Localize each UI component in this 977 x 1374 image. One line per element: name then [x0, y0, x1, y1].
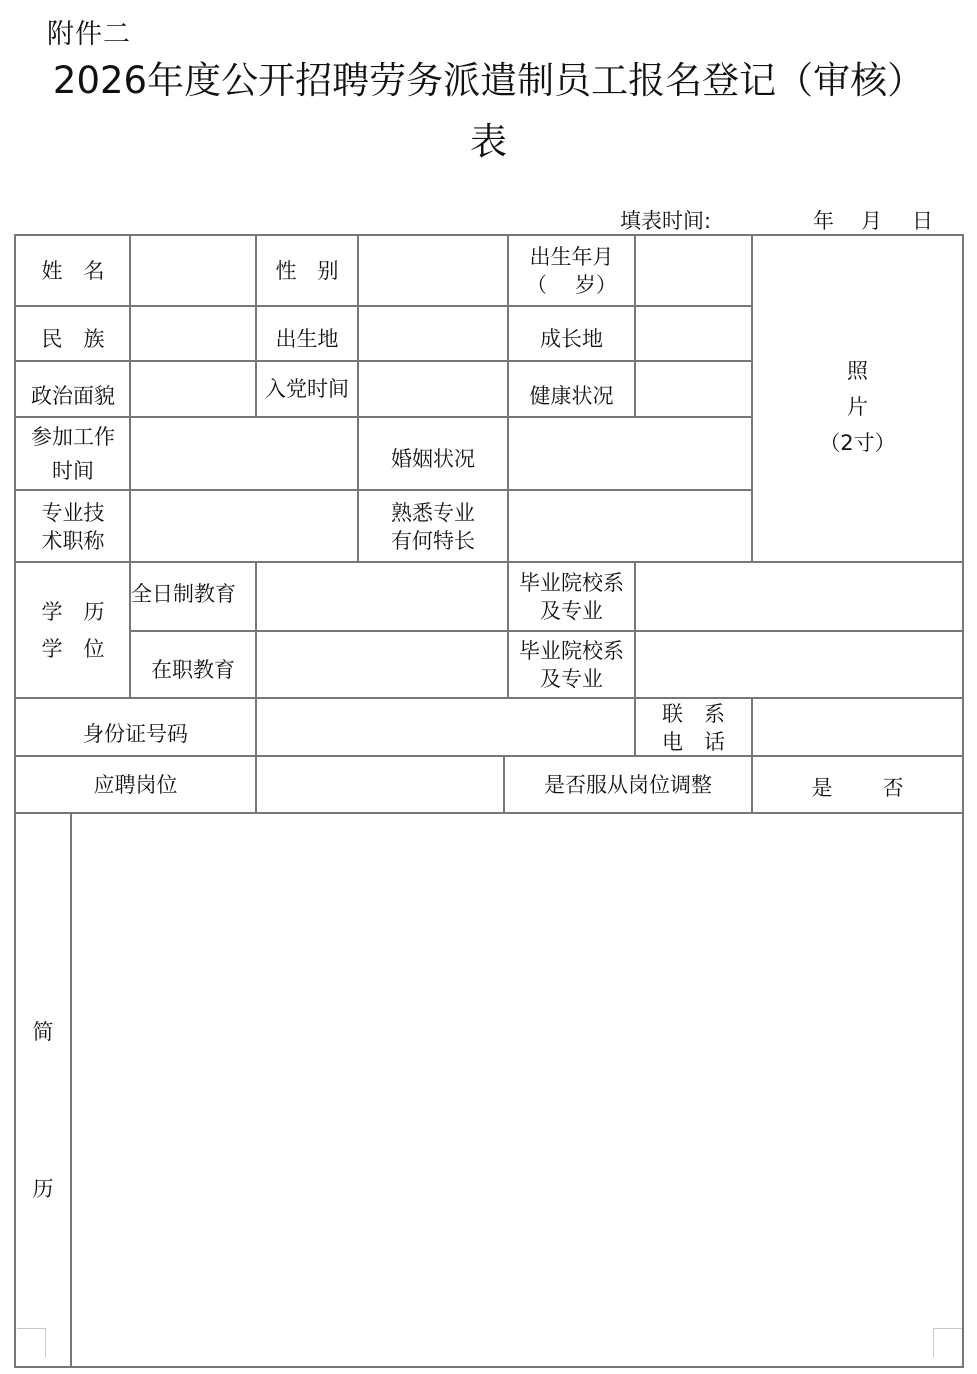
position-label: 应聘岗位	[93, 773, 178, 797]
work-start-field[interactable]	[131, 418, 357, 489]
birth-date-label	[509, 236, 634, 306]
fulltime-school-major-line2: 及专业	[540, 599, 603, 623]
fill-date-year: 年	[813, 209, 834, 233]
gender-field[interactable]	[359, 236, 507, 305]
table-border-right	[962, 234, 964, 1368]
annex-label: 附件二	[47, 19, 131, 50]
political-status-label: 政治面貌	[31, 383, 115, 408]
specialty-label-line1: 熟悉专业	[391, 500, 475, 525]
health-status-label: 健康状况	[529, 383, 614, 408]
table-border-bottom	[15, 1366, 964, 1368]
work-start-label-line1: 参加工作	[31, 425, 115, 449]
page-corner-mark-right	[933, 1328, 962, 1357]
professional-title-label-line2: 术职称	[41, 528, 105, 553]
education-degree-label	[16, 563, 130, 698]
page-title: 2026年度公开招聘劳务派遣制员工报名登记（审核）	[52, 59, 925, 102]
page-title-continued: 表	[470, 120, 507, 163]
photo-label-line2: 片	[847, 395, 868, 419]
photo-label-line1: 照	[847, 359, 868, 383]
fulltime-school-major-field[interactable]	[636, 563, 962, 630]
political-status-field[interactable]	[131, 362, 255, 416]
fulltime-education-label: 全日制教育	[131, 582, 236, 606]
fill-date-label: 填表时间:	[620, 209, 712, 233]
accept-adjustment-options	[753, 757, 962, 813]
accept-adjustment-label: 是否服从岗位调整	[544, 773, 712, 797]
party-join-date-field[interactable]	[359, 362, 507, 416]
ethnicity-field[interactable]	[131, 307, 255, 360]
hometown-field[interactable]	[636, 307, 751, 360]
gender-label: 性 别	[275, 259, 339, 283]
resume-label-char1: 简	[32, 1020, 54, 1044]
birthplace-label: 出生地	[275, 327, 339, 351]
professional-title-label-line1: 专业技	[41, 500, 105, 525]
fill-date-month: 月	[861, 209, 882, 233]
work-start-label-line2: 时间	[52, 459, 94, 483]
ethnicity-label: 民 族	[41, 327, 105, 351]
photo-box[interactable]	[753, 236, 962, 562]
birthplace-field[interactable]	[359, 307, 507, 360]
education-label-line2: 学 位	[41, 636, 105, 661]
work-start-label	[16, 418, 130, 490]
marital-status-label: 婚姻状况	[391, 447, 475, 471]
birth-date-label-line2: （ 岁）	[526, 273, 617, 297]
specialty-label-line2: 有何特长	[391, 528, 475, 553]
parttime-school-major-line2: 及专业	[540, 667, 603, 691]
fulltime-school-major-label	[509, 563, 634, 631]
birth-date-label-line1: 出生年月	[529, 245, 614, 269]
fill-date-day: 日	[912, 209, 933, 233]
phone-label-line1: 联 系	[662, 701, 725, 726]
parttime-school-major-label	[509, 632, 634, 698]
name-field[interactable]	[131, 236, 255, 305]
parttime-school-major-field[interactable]	[636, 632, 962, 697]
resume-field[interactable]	[72, 814, 962, 1366]
phone-field[interactable]	[753, 699, 962, 755]
page-corner-mark-left	[17, 1328, 46, 1357]
position-field[interactable]	[257, 757, 503, 812]
id-number-field[interactable]	[257, 699, 634, 755]
specialty-label	[359, 491, 507, 562]
parttime-school-major-line1: 毕业院校系	[519, 639, 624, 663]
birth-date-field[interactable]	[636, 236, 751, 305]
phone-label	[636, 699, 751, 756]
fulltime-school-major-line1: 毕业院校系	[519, 571, 624, 595]
resume-label-char2: 历	[32, 1177, 54, 1201]
adjust-no-option[interactable]: 否	[882, 776, 904, 800]
id-number-label: 身份证号码	[83, 721, 188, 746]
professional-title-field[interactable]	[131, 491, 357, 561]
adjust-yes-option[interactable]: 是	[811, 776, 833, 800]
party-join-date-label: 入党时间	[265, 376, 349, 401]
parttime-education-label: 在职教育	[151, 658, 235, 682]
professional-title-label	[16, 491, 130, 562]
health-status-field[interactable]	[636, 362, 751, 416]
marital-status-field[interactable]	[509, 418, 751, 489]
name-label: 姓 名	[41, 259, 105, 283]
phone-label-line2: 电 话	[662, 729, 725, 754]
parttime-education-field[interactable]	[257, 632, 507, 697]
specialty-field[interactable]	[509, 491, 751, 561]
education-label-line1: 学 历	[41, 599, 105, 624]
hometown-label: 成长地	[540, 327, 603, 351]
fulltime-education-field[interactable]	[257, 563, 507, 630]
photo-label-line3: （2寸）	[819, 431, 896, 455]
